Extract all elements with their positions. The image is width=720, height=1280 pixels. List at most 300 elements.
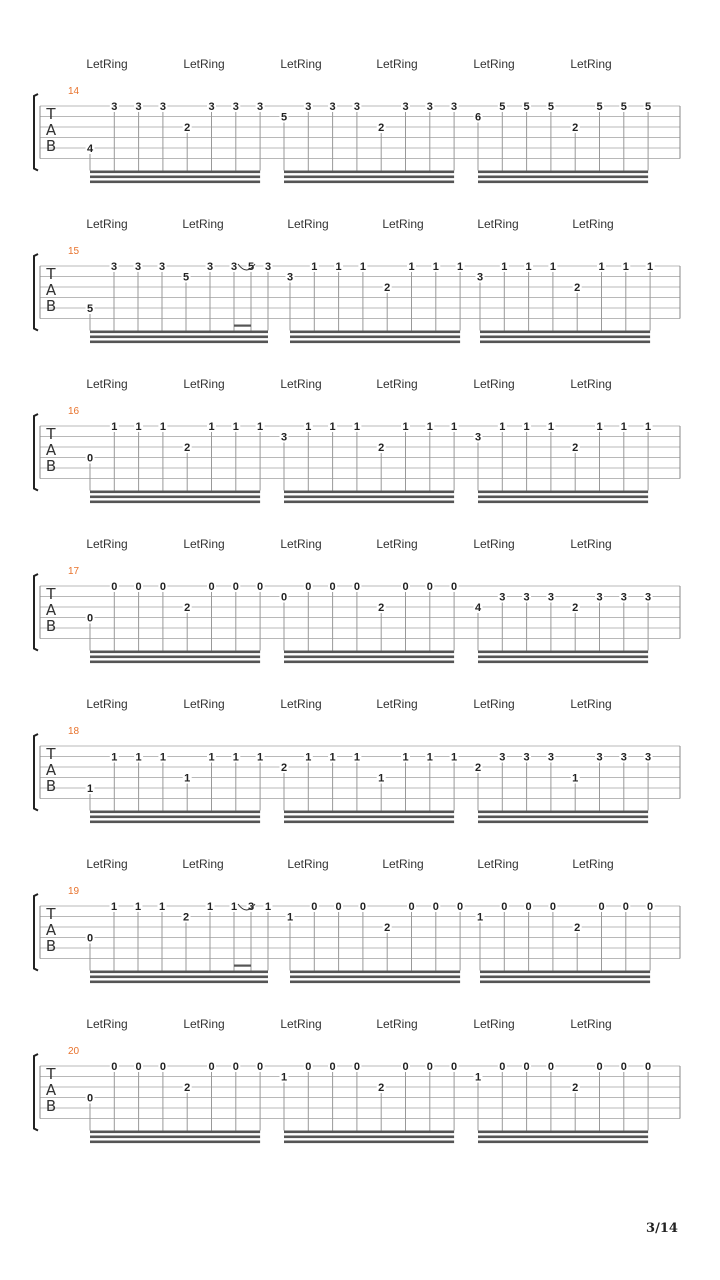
beam bbox=[290, 336, 460, 339]
fret-number: 1 bbox=[280, 1071, 288, 1084]
letring-label: LetRing bbox=[382, 217, 424, 231]
fret-number: 3 bbox=[523, 751, 530, 764]
tab-clef-letter: T bbox=[46, 425, 56, 443]
fret-number: 0 bbox=[86, 1092, 94, 1105]
fret-number: 2 bbox=[378, 442, 385, 454]
fret-number: 1 bbox=[159, 751, 166, 764]
fret-number: 5 bbox=[280, 111, 288, 124]
fret-number: 0 bbox=[232, 581, 239, 593]
fret-number: 1 bbox=[572, 772, 579, 785]
letring-label: LetRing bbox=[280, 537, 322, 551]
fret-number: 3 bbox=[474, 431, 482, 444]
fret-number: 3 bbox=[206, 261, 214, 273]
letring-label: LetRing bbox=[477, 217, 519, 231]
fret-number: 2 bbox=[474, 762, 482, 774]
tab-clef-letter: T bbox=[46, 265, 56, 283]
fret-number: 0 bbox=[135, 581, 142, 593]
fret-number: 3 bbox=[353, 101, 360, 113]
tab-bar bbox=[280, 420, 459, 503]
beam bbox=[290, 976, 460, 979]
beam bbox=[478, 501, 648, 504]
fret-number: 1 bbox=[208, 421, 215, 433]
beam bbox=[478, 176, 648, 179]
tab-bar bbox=[86, 900, 273, 983]
tab-system bbox=[34, 697, 680, 823]
fret-number: 4 bbox=[474, 602, 482, 614]
beam bbox=[284, 661, 454, 664]
tab-clef-letter: T bbox=[46, 105, 56, 123]
fret-number: 3 bbox=[230, 261, 238, 273]
fret-number: 0 bbox=[111, 581, 118, 593]
fret-number: 0 bbox=[232, 1061, 239, 1073]
tab-clef-letter: T bbox=[46, 585, 56, 603]
tab-system bbox=[34, 857, 680, 983]
beam bbox=[90, 176, 260, 179]
beam bbox=[90, 971, 268, 974]
fret-number: 0 bbox=[598, 901, 605, 913]
fret-number: 0 bbox=[329, 1061, 336, 1073]
fret-number: 0 bbox=[257, 581, 264, 593]
fret-number: 0 bbox=[208, 1061, 215, 1073]
fret-number: 1 bbox=[353, 751, 360, 764]
beam bbox=[90, 981, 268, 984]
beam bbox=[90, 501, 260, 504]
letring-label: LetRing bbox=[86, 1017, 128, 1031]
beam bbox=[478, 496, 648, 499]
fret-number: 3 bbox=[257, 101, 264, 113]
beam bbox=[478, 171, 648, 174]
beam bbox=[478, 651, 648, 654]
fret-number: 3 bbox=[329, 101, 336, 113]
fret-number: 0 bbox=[335, 901, 342, 913]
fret-number: 1 bbox=[408, 261, 415, 273]
fret-number: 2 bbox=[184, 442, 191, 454]
measure-number: 17 bbox=[68, 566, 80, 577]
fret-number: 1 bbox=[622, 261, 629, 273]
fret-number: 1 bbox=[596, 421, 603, 433]
beam bbox=[90, 651, 260, 654]
fret-number: 1 bbox=[305, 421, 312, 433]
tab-bar bbox=[280, 751, 459, 824]
fret-number: 1 bbox=[110, 901, 118, 913]
beam bbox=[90, 656, 260, 659]
letring-label: LetRing bbox=[376, 1017, 418, 1031]
beam bbox=[90, 496, 260, 499]
fret-number: 1 bbox=[232, 421, 239, 433]
beam bbox=[290, 971, 460, 974]
letring-label: LetRing bbox=[183, 1017, 225, 1031]
beam bbox=[290, 331, 460, 334]
tab-clef-letter: T bbox=[46, 1065, 56, 1083]
letring-label: LetRing bbox=[86, 57, 128, 71]
fret-number: 2 bbox=[378, 1082, 385, 1094]
fret-number: 5 bbox=[247, 261, 255, 273]
tab-clef-letter: T bbox=[46, 905, 56, 923]
fret-number: 3 bbox=[305, 101, 312, 113]
beam bbox=[90, 171, 260, 174]
tab-system bbox=[34, 537, 680, 663]
letring-label: LetRing bbox=[287, 857, 329, 871]
fret-number: 3 bbox=[476, 271, 484, 284]
fret-number: 0 bbox=[426, 1061, 433, 1073]
fret-number: 1 bbox=[86, 783, 94, 795]
beam bbox=[480, 341, 650, 344]
fret-number: 0 bbox=[257, 1061, 264, 1073]
beam bbox=[480, 971, 650, 974]
fret-number: 3 bbox=[247, 901, 255, 913]
beam bbox=[90, 821, 260, 824]
beam bbox=[478, 1141, 648, 1144]
fret-number: 3 bbox=[402, 101, 409, 113]
fret-number: 0 bbox=[645, 1061, 652, 1073]
fret-number: 1 bbox=[476, 911, 484, 924]
tab-bar bbox=[86, 420, 265, 503]
fret-number: 5 bbox=[523, 101, 530, 113]
measure-number: 20 bbox=[68, 1046, 80, 1057]
beam bbox=[90, 491, 260, 494]
letring-label: LetRing bbox=[376, 537, 418, 551]
letring-label: LetRing bbox=[86, 697, 128, 711]
fret-number: 3 bbox=[110, 261, 118, 273]
system-bracket bbox=[34, 574, 38, 651]
beam bbox=[90, 811, 260, 814]
tab-bar bbox=[86, 1060, 265, 1143]
fret-number: 0 bbox=[432, 901, 439, 913]
fret-number: 1 bbox=[134, 901, 142, 913]
fret-number: 2 bbox=[184, 122, 191, 134]
fret-number: 1 bbox=[378, 772, 385, 785]
fret-number: 2 bbox=[182, 911, 190, 924]
tab-clef-letter: A bbox=[45, 121, 57, 139]
fret-number: 3 bbox=[134, 261, 142, 273]
letring-label: LetRing bbox=[183, 57, 225, 71]
fret-number: 2 bbox=[574, 282, 581, 294]
beam bbox=[284, 1136, 454, 1139]
fret-number: 2 bbox=[184, 1082, 191, 1094]
fret-number: 2 bbox=[378, 602, 385, 614]
fret-number: 5 bbox=[499, 101, 506, 113]
fret-number: 0 bbox=[135, 1061, 142, 1073]
beam bbox=[284, 181, 454, 184]
beam bbox=[480, 976, 650, 979]
beam bbox=[284, 816, 454, 819]
fret-number: 1 bbox=[645, 421, 652, 433]
fret-number: 3 bbox=[547, 751, 554, 764]
fret-number: 0 bbox=[622, 901, 629, 913]
fret-number: 1 bbox=[305, 751, 312, 764]
tab-system bbox=[34, 1017, 680, 1143]
fret-number: 3 bbox=[547, 591, 554, 604]
beam bbox=[90, 181, 260, 184]
fret-number: 0 bbox=[402, 1061, 409, 1073]
fret-number: 1 bbox=[426, 421, 433, 433]
grace-beam bbox=[234, 965, 251, 967]
fret-number: 0 bbox=[86, 612, 94, 625]
system-bracket bbox=[34, 1054, 38, 1131]
fret-number: 3 bbox=[426, 101, 433, 113]
tab-bar bbox=[286, 900, 465, 983]
tab-system bbox=[34, 217, 680, 343]
fret-number: 3 bbox=[208, 101, 215, 113]
letring-label: LetRing bbox=[280, 1017, 322, 1031]
fret-number: 5 bbox=[596, 101, 603, 113]
beam bbox=[90, 816, 260, 819]
tab-bar bbox=[286, 260, 465, 343]
fret-number: 1 bbox=[264, 901, 272, 913]
fret-number: 0 bbox=[525, 901, 532, 913]
beam bbox=[284, 811, 454, 814]
letring-label: LetRing bbox=[473, 697, 515, 711]
fret-number: 0 bbox=[159, 1061, 166, 1073]
beam bbox=[284, 821, 454, 824]
tab-clef-letter: B bbox=[45, 617, 57, 635]
letring-label: LetRing bbox=[287, 217, 329, 231]
beam bbox=[284, 651, 454, 654]
letring-label: LetRing bbox=[183, 697, 225, 711]
fret-number: 1 bbox=[230, 901, 238, 913]
fret-number: 3 bbox=[286, 271, 294, 284]
system-bracket bbox=[34, 254, 38, 331]
fret-number: 0 bbox=[426, 581, 433, 593]
fret-number: 2 bbox=[572, 602, 579, 614]
beam bbox=[90, 1131, 260, 1134]
system-bracket bbox=[34, 94, 38, 171]
fret-number: 0 bbox=[280, 591, 288, 604]
fret-number: 1 bbox=[523, 421, 530, 433]
letring-label: LetRing bbox=[477, 857, 519, 871]
fret-number: 3 bbox=[280, 431, 288, 444]
fret-number: 0 bbox=[159, 581, 166, 593]
tab-bar bbox=[474, 751, 653, 824]
measure-number: 15 bbox=[68, 246, 80, 257]
fret-number: 0 bbox=[305, 581, 312, 593]
fret-number: 1 bbox=[451, 421, 458, 433]
tab-clef-letter: A bbox=[45, 1081, 57, 1099]
letring-label: LetRing bbox=[473, 537, 515, 551]
letring-label: LetRing bbox=[280, 697, 322, 711]
fret-number: 1 bbox=[329, 421, 336, 433]
fret-number: 1 bbox=[499, 421, 506, 433]
fret-number: 1 bbox=[208, 751, 215, 764]
tab-bar bbox=[474, 1060, 653, 1143]
fret-number: 3 bbox=[135, 101, 142, 113]
fret-number: 0 bbox=[402, 581, 409, 593]
fret-number: 1 bbox=[135, 751, 142, 764]
beam bbox=[478, 821, 648, 824]
beam bbox=[478, 656, 648, 659]
fret-number: 2 bbox=[572, 442, 579, 454]
beam bbox=[284, 656, 454, 659]
fret-number: 6 bbox=[474, 111, 482, 124]
beam bbox=[478, 1136, 648, 1139]
measure-number: 16 bbox=[68, 406, 80, 417]
fret-number: 1 bbox=[426, 751, 433, 764]
tab-clef-letter: B bbox=[45, 937, 57, 955]
beam bbox=[284, 496, 454, 499]
system-bracket bbox=[34, 894, 38, 971]
fret-number: 0 bbox=[451, 1061, 458, 1073]
beam bbox=[478, 816, 648, 819]
letring-label: LetRing bbox=[86, 857, 128, 871]
fret-number: 1 bbox=[501, 261, 508, 273]
fret-number: 3 bbox=[264, 261, 272, 273]
letring-label: LetRing bbox=[572, 857, 614, 871]
fret-number: 3 bbox=[499, 751, 506, 764]
beam bbox=[284, 1141, 454, 1144]
fret-number: 0 bbox=[408, 901, 415, 913]
fret-number: 2 bbox=[572, 122, 579, 134]
tab-system bbox=[34, 57, 680, 183]
fret-number: 2 bbox=[378, 122, 385, 134]
fret-number: 1 bbox=[311, 261, 318, 273]
fret-number: 1 bbox=[359, 261, 366, 273]
beam bbox=[90, 976, 268, 979]
tab-clef-letter: A bbox=[45, 601, 57, 619]
beam bbox=[478, 181, 648, 184]
fret-number: 1 bbox=[549, 261, 556, 273]
fret-number: 1 bbox=[402, 421, 409, 433]
tab-clef-letter: B bbox=[45, 137, 57, 155]
fret-number: 0 bbox=[86, 452, 94, 465]
fret-number: 1 bbox=[111, 421, 118, 433]
beam bbox=[284, 491, 454, 494]
fret-number: 3 bbox=[596, 751, 603, 764]
fret-number: 5 bbox=[547, 101, 554, 113]
beam bbox=[284, 501, 454, 504]
fret-number: 0 bbox=[620, 1061, 627, 1073]
letring-label: LetRing bbox=[86, 537, 128, 551]
fret-number: 3 bbox=[620, 591, 627, 604]
fret-number: 1 bbox=[184, 772, 191, 785]
tab-clef-letter: B bbox=[45, 457, 57, 475]
fret-number: 0 bbox=[501, 901, 508, 913]
letring-label: LetRing bbox=[376, 57, 418, 71]
fret-number: 0 bbox=[329, 581, 336, 593]
fret-number: 0 bbox=[208, 581, 215, 593]
beam bbox=[90, 661, 260, 664]
letring-label: LetRing bbox=[473, 1017, 515, 1031]
tab-bar bbox=[280, 100, 459, 183]
beam bbox=[480, 331, 650, 334]
letring-label: LetRing bbox=[182, 857, 224, 871]
fret-number: 2 bbox=[574, 922, 581, 934]
letring-label: LetRing bbox=[376, 377, 418, 391]
fret-number: 1 bbox=[647, 261, 654, 273]
fret-number: 1 bbox=[286, 911, 294, 924]
tab-bar bbox=[474, 100, 653, 183]
fret-number: 1 bbox=[111, 751, 118, 764]
system-bracket bbox=[34, 734, 38, 811]
measure-number: 14 bbox=[68, 86, 80, 97]
fret-number: 1 bbox=[335, 261, 342, 273]
beam bbox=[290, 341, 460, 344]
fret-number: 0 bbox=[305, 1061, 312, 1073]
letring-label: LetRing bbox=[183, 377, 225, 391]
tab-clef-letter: B bbox=[45, 1097, 57, 1115]
fret-number: 3 bbox=[596, 591, 603, 604]
letring-label: LetRing bbox=[183, 537, 225, 551]
tab-clef-letter: T bbox=[46, 745, 56, 763]
fret-number: 1 bbox=[257, 421, 264, 433]
fret-number: 2 bbox=[184, 602, 191, 614]
fret-number: 1 bbox=[159, 421, 166, 433]
fret-number: 1 bbox=[598, 261, 605, 273]
tab-bar bbox=[86, 751, 265, 824]
tab-clef-letter: A bbox=[45, 761, 57, 779]
fret-number: 0 bbox=[353, 1061, 360, 1073]
fret-number: 0 bbox=[523, 1061, 530, 1073]
measure-number: 19 bbox=[68, 886, 80, 897]
fret-number: 1 bbox=[353, 421, 360, 433]
beam bbox=[90, 1136, 260, 1139]
tab-bar bbox=[476, 260, 655, 343]
beam bbox=[284, 1131, 454, 1134]
fret-number: 3 bbox=[232, 101, 239, 113]
page-number: 3/14 bbox=[646, 1221, 678, 1236]
letring-label: LetRing bbox=[86, 217, 128, 231]
beam bbox=[478, 1131, 648, 1134]
fret-number: 0 bbox=[311, 901, 318, 913]
letring-label: LetRing bbox=[570, 377, 612, 391]
fret-number: 3 bbox=[158, 261, 166, 273]
fret-number: 3 bbox=[645, 591, 652, 604]
fret-number: 1 bbox=[457, 261, 464, 273]
tab-bar bbox=[474, 591, 653, 664]
tab-bar bbox=[474, 420, 653, 503]
tab-clef-letter: B bbox=[45, 777, 57, 795]
fret-number: 0 bbox=[549, 901, 556, 913]
fret-number: 1 bbox=[451, 751, 458, 764]
beam bbox=[284, 176, 454, 179]
fret-number: 1 bbox=[620, 421, 627, 433]
tab-bar bbox=[280, 1060, 459, 1143]
fret-number: 1 bbox=[525, 261, 532, 273]
letring-label: LetRing bbox=[570, 1017, 612, 1031]
beam bbox=[90, 341, 268, 344]
fret-number: 0 bbox=[499, 1061, 506, 1073]
fret-number: 3 bbox=[451, 101, 458, 113]
tab-bar bbox=[476, 900, 655, 983]
fret-number: 1 bbox=[547, 421, 554, 433]
fret-number: 1 bbox=[257, 751, 264, 764]
fret-number: 5 bbox=[86, 303, 94, 315]
letring-label: LetRing bbox=[376, 697, 418, 711]
letring-label: LetRing bbox=[382, 857, 424, 871]
system-bracket bbox=[34, 414, 38, 491]
fret-number: 0 bbox=[111, 1061, 118, 1073]
fret-number: 5 bbox=[620, 101, 627, 113]
fret-number: 5 bbox=[182, 271, 190, 284]
fret-number: 3 bbox=[111, 101, 118, 113]
tab-clef-letter: A bbox=[45, 281, 57, 299]
fret-number: 2 bbox=[572, 1082, 579, 1094]
fret-number: 2 bbox=[384, 282, 391, 294]
grace-beam bbox=[234, 325, 251, 327]
fret-number: 3 bbox=[159, 101, 166, 113]
tab-bar bbox=[86, 100, 265, 183]
fret-number: 2 bbox=[280, 762, 288, 774]
fret-number: 1 bbox=[206, 901, 214, 913]
fret-number: 0 bbox=[359, 901, 366, 913]
beam bbox=[90, 331, 268, 334]
letring-label: LetRing bbox=[473, 57, 515, 71]
fret-number: 0 bbox=[547, 1061, 554, 1073]
letring-label: LetRing bbox=[280, 57, 322, 71]
beam bbox=[478, 491, 648, 494]
fret-number: 2 bbox=[384, 922, 391, 934]
beam bbox=[478, 811, 648, 814]
fret-number: 1 bbox=[402, 751, 409, 764]
